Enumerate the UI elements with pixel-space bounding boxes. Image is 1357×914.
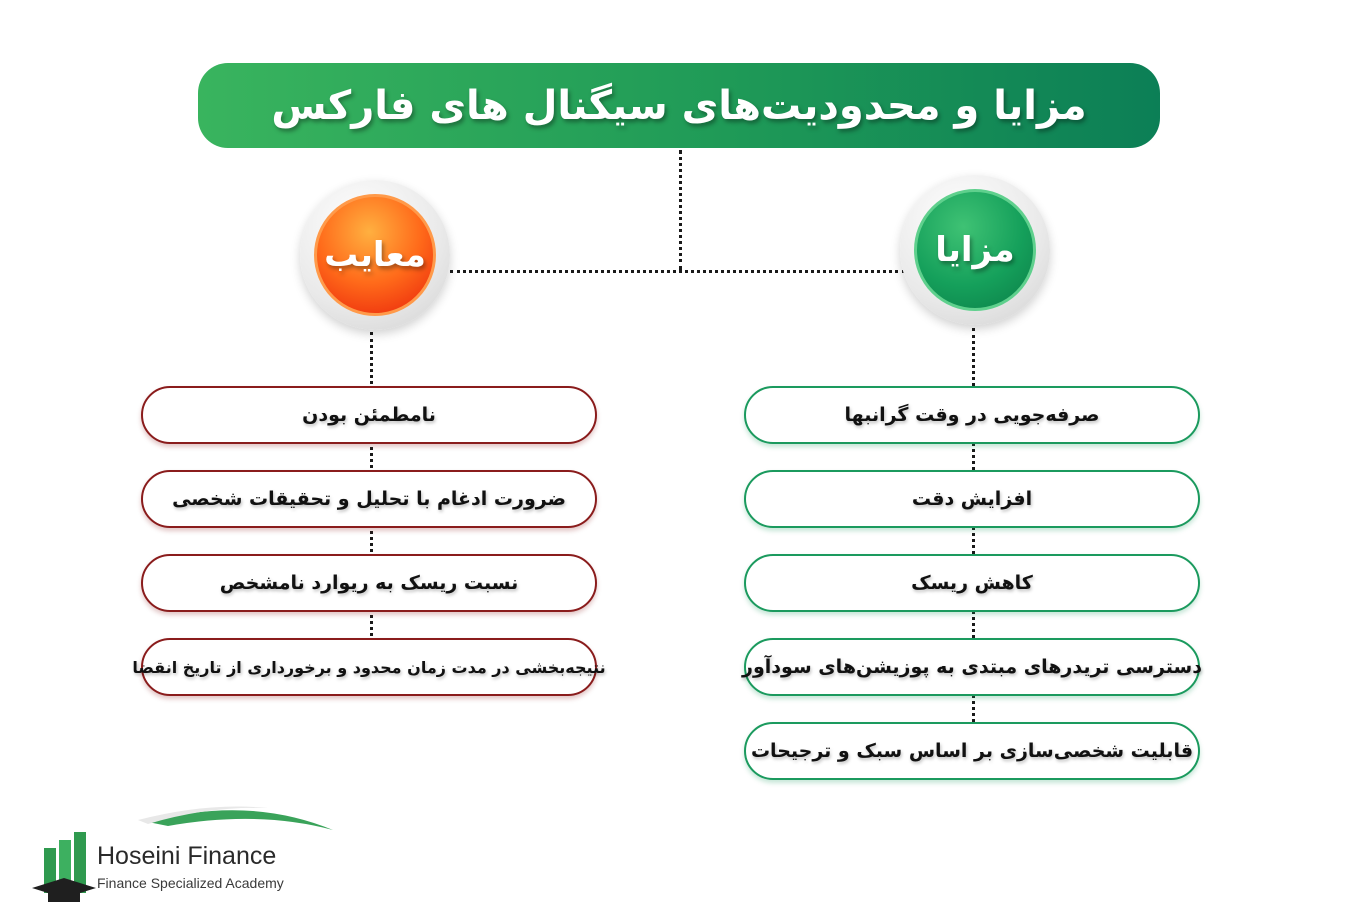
disadvantage-item bbox=[141, 554, 597, 612]
advantage-item bbox=[744, 386, 1200, 444]
disadvantage-item-label: ضرورت ادغام با تحلیل و تحقیقات شخصی bbox=[172, 488, 566, 510]
disadvantage-item bbox=[132, 638, 606, 696]
disadvantage-item-label: نامطمئن بودن bbox=[302, 404, 436, 426]
title-connector bbox=[679, 150, 682, 270]
advantages-heading: مزایا bbox=[935, 230, 1015, 270]
disadvantage-item bbox=[141, 386, 597, 444]
disadvantage-item-label: نسبت ریسک به ریوارد نامشخص bbox=[219, 572, 519, 594]
advantages-node bbox=[900, 175, 1050, 325]
page-title: مزایا و محدودیت‌های سیگنال های فارکس bbox=[271, 82, 1087, 129]
disadvantages-node bbox=[300, 180, 450, 330]
title-banner bbox=[198, 63, 1160, 148]
advantage-item-label: دسترسی تریدرهای مبتدی به پوزیشن‌های سودآور bbox=[742, 656, 1202, 678]
disadvantage-item-label: نتیجه‌بخشی در مدت زمان محدود و برخورداری از تاریخ انقضا bbox=[132, 657, 606, 677]
advantages-badge bbox=[914, 189, 1036, 311]
advantage-item-label: قابلیت شخصی‌سازی بر اساس سبک و ترجیحات bbox=[750, 740, 1194, 762]
advantage-item bbox=[744, 554, 1200, 612]
disadvantages-badge bbox=[314, 194, 436, 316]
branch-connector bbox=[450, 270, 905, 273]
advantage-item bbox=[744, 638, 1200, 696]
advantage-item bbox=[744, 722, 1200, 780]
disadvantage-item bbox=[141, 470, 597, 528]
advantage-item-label: کاهش ریسک bbox=[911, 572, 1033, 594]
advantage-item-label: افزایش دقت bbox=[911, 488, 1033, 510]
disadvantages-heading: معایب bbox=[324, 235, 426, 275]
advantage-item-label: صرفه‌جویی در وقت گرانبها bbox=[844, 404, 1100, 426]
logo-name: Hoseini Finance bbox=[97, 842, 277, 870]
logo-tagline: Finance Specialized Academy bbox=[97, 875, 284, 891]
advantage-item bbox=[744, 470, 1200, 528]
